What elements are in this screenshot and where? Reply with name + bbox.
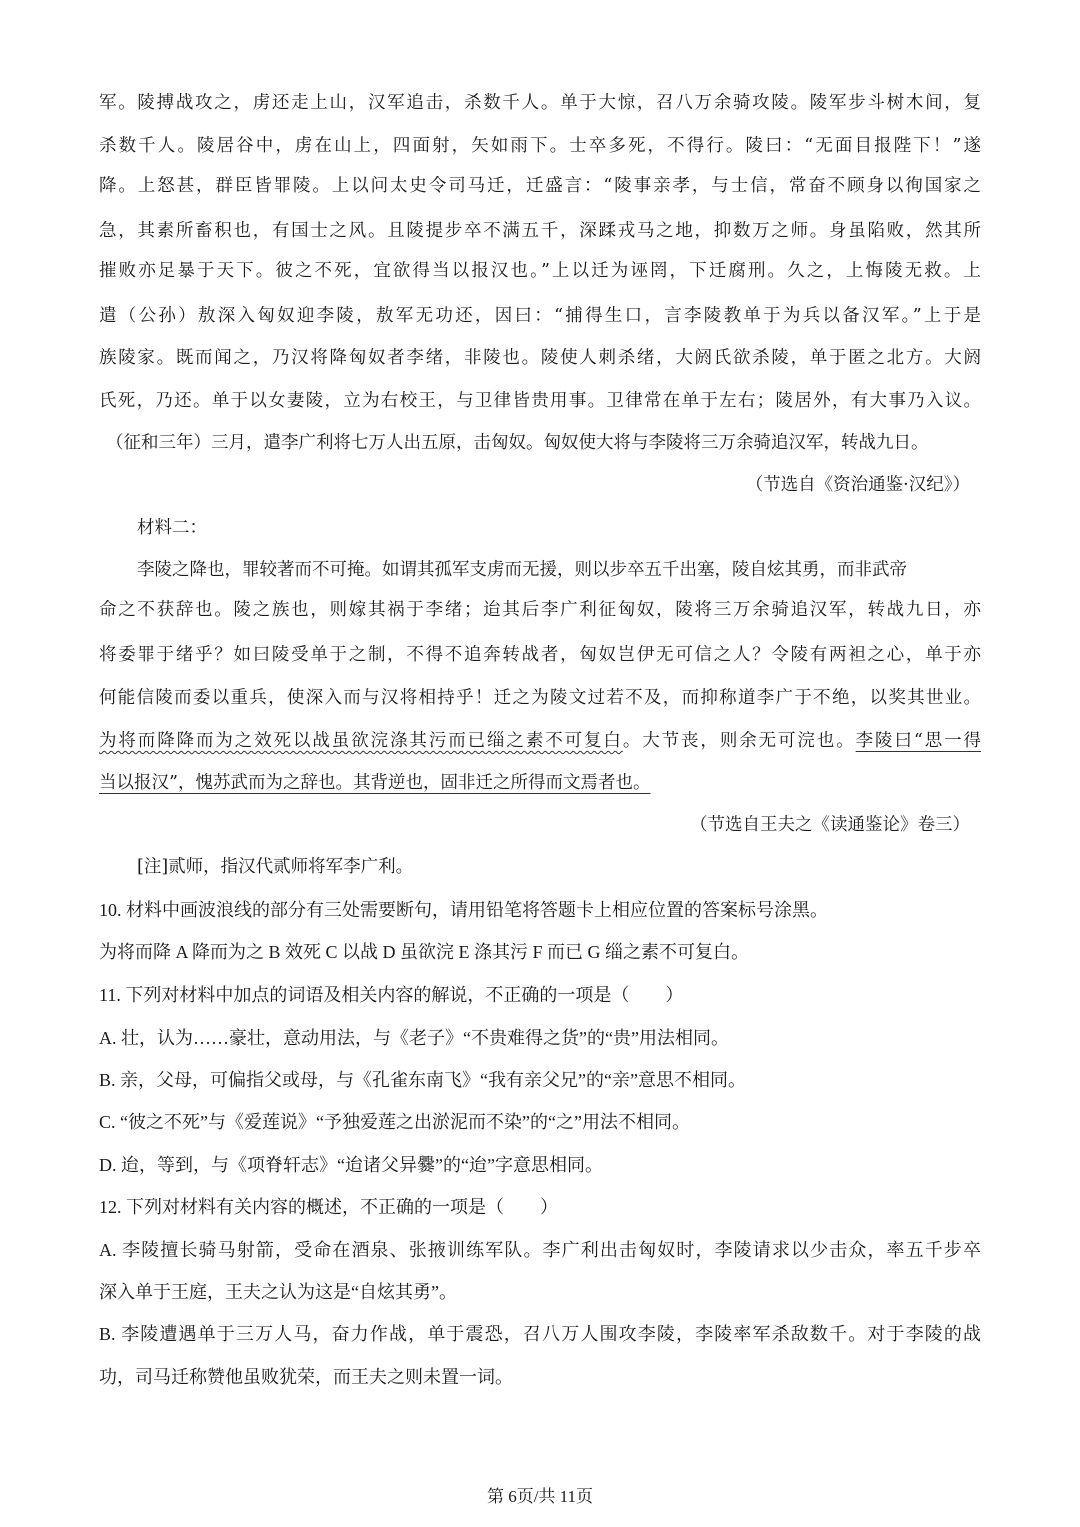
- passage-line: 李陵之降也，罪较著而不可掩。如谓其孤军支虏而无援，则以步卒五千出塞，陵自炫其勇，而非武帝: [137, 560, 907, 580]
- question-line: A. 壮，认为……豪壮，意动用法，与《老子》“不贵难得之货”的“贵”用法相同。: [99, 1028, 729, 1048]
- underlined-text: 李陵曰“思一得: [855, 731, 981, 751]
- plain-text: 。大节丧，则余无可浣也。: [622, 731, 856, 751]
- passage-line: 何能信陵而委以重兵，使深入而与汉将相持乎！迁之为陵文过若不及，而抑称道李广于不绝，以奖其世业。: [99, 688, 981, 708]
- question-line: B. 亲，父母，可偏指父或母，与《孔雀东南飞》“我有亲父兄”的“亲”意思不相同。: [99, 1070, 746, 1090]
- question-line: D. 迨，等到，与《项脊轩志》“迨诸父异爨”的“迨”字意思相同。: [99, 1155, 603, 1175]
- passage-line-underlined-2: [99, 771, 981, 795]
- passage-line: 急，其素所畜积也，有国士之风。且陵提步卒不满五千，深蹂戎马之地，抑数万之师。身虽陷败，然其所: [99, 221, 981, 241]
- passage-line: 摧败亦足暴于天下。彼之不死，宜欲得当以报汉也。”上以迁为诬罔，下迁腐刑。久之，上悔陵无救。上: [99, 261, 981, 281]
- passage-line: 命之不获辞也。陵之族也，则嫁其祸于李绪；迨其后李广利征匈奴，陵将三万余骑追汉军，转战九日，亦: [99, 600, 981, 620]
- question-line: B. 李陵遭遇单于三万人马，奋力作战，单于震恐，召八万人围攻李陵，李陵率军杀敌数千。对于李陵的战: [99, 1324, 981, 1344]
- question-stem: 10. 材料中画波浪线的部分有三处需要断句，请用铅笔将答题卡上相应位置的答案标号涂黑。: [99, 900, 828, 920]
- passage-line: 军。陵搏战攻之，虏还走上山，汉军追击，杀数千人。单于大惊，召八万余骑攻陵。陵军步斗树木间，复: [99, 93, 981, 113]
- passage-line: （征和三年）三月，遣李广利将七万人出五原，击匈奴。匈奴使大将与李陵将三万余骑追汉军，转战九日。: [106, 433, 929, 453]
- question-line: 功，司马迁称赞他虽败犹荣，而王夫之则未置一词。: [99, 1367, 513, 1387]
- question-line: 为将而降 A 降而为之 B 效死 C 以战 D 虽欲浣 E 涤其污 F 而已 G 缁之素不可复白。: [99, 942, 750, 962]
- passage-line: 族陵家。既而闻之，乃汉将降匈奴者李绪，非陵也。陵使人刺杀绪，大阏氏欲杀陵，单于匿之北方。大阏: [99, 348, 981, 368]
- wavy-underlined-text: 为将而降降而为之效死以战虽欲浣涤其污而已缁之素不可复白: [99, 731, 623, 751]
- annotation-note: [注]贰师，指汉代贰师将军李广利。: [137, 857, 414, 877]
- passage-line: 氏死，乃还。单于以女妻陵，立为右校王，与卫律皆贵用事。卫律常在单于左右；陵居外，有大事乃入议。: [99, 391, 981, 411]
- passage-line: 降。上怒甚，群臣皆罪陵。上以问太史令司马迁，迁盛言：“陵事亲孝，与士信，常奋不顾身以徇国家之: [99, 176, 981, 196]
- material-one-source: （节选自《资治通鉴·汉纪》）: [745, 475, 970, 495]
- question-stem: 11. 下列对材料中加点的词语及相关内容的解说，不正确的一项是（ ）: [99, 985, 684, 1005]
- material-two-label: 材料二：: [137, 518, 207, 538]
- question-line: A. 李陵擅长骑马射箭，受命在酒泉、张掖训练军队。李广利出击匈奴时，李陵请求以少击众，率五千步卒: [99, 1240, 981, 1260]
- passage-line: 杀数千人。陵居谷中，虏在山上，四面射，矢如雨下。士卒多死，不得行。陵曰：“无面目报陛下！”遂: [99, 136, 981, 156]
- material-two-source: （节选自王夫之《读通鉴论》卷三）: [690, 815, 970, 835]
- passage-line: 遣（公孙）敖深入匈奴迎李陵，敖军无功还，因曰：“捕得生口，言李陵教单于为兵以备汉军。”上于是: [99, 306, 981, 326]
- page-footer: 第 6页/共 11页: [486, 1487, 594, 1506]
- passage-line: 将委罪于绪乎？如曰陵受单于之制，不得不追奔转战者，匈奴岂伊无可信之人？令陵有两袒之心，单于亦: [99, 645, 981, 665]
- underlined-text: 当以报汉”，愧苏武而为之辞也。其背逆也，固非迁之所得而文焉者也。: [99, 773, 651, 793]
- question-stem: 12. 下列对材料有关内容的概述，不正确的一项是（ ）: [99, 1197, 558, 1217]
- question-line: C. “彼之不死”与《爱莲说》“予独爱莲之出淤泥而不染”的“之”用法不相同。: [99, 1112, 690, 1132]
- passage-line-underlined: [99, 729, 981, 753]
- question-line: 深入单于王庭，王夫之认为这是“自炫其勇”。: [99, 1282, 457, 1302]
